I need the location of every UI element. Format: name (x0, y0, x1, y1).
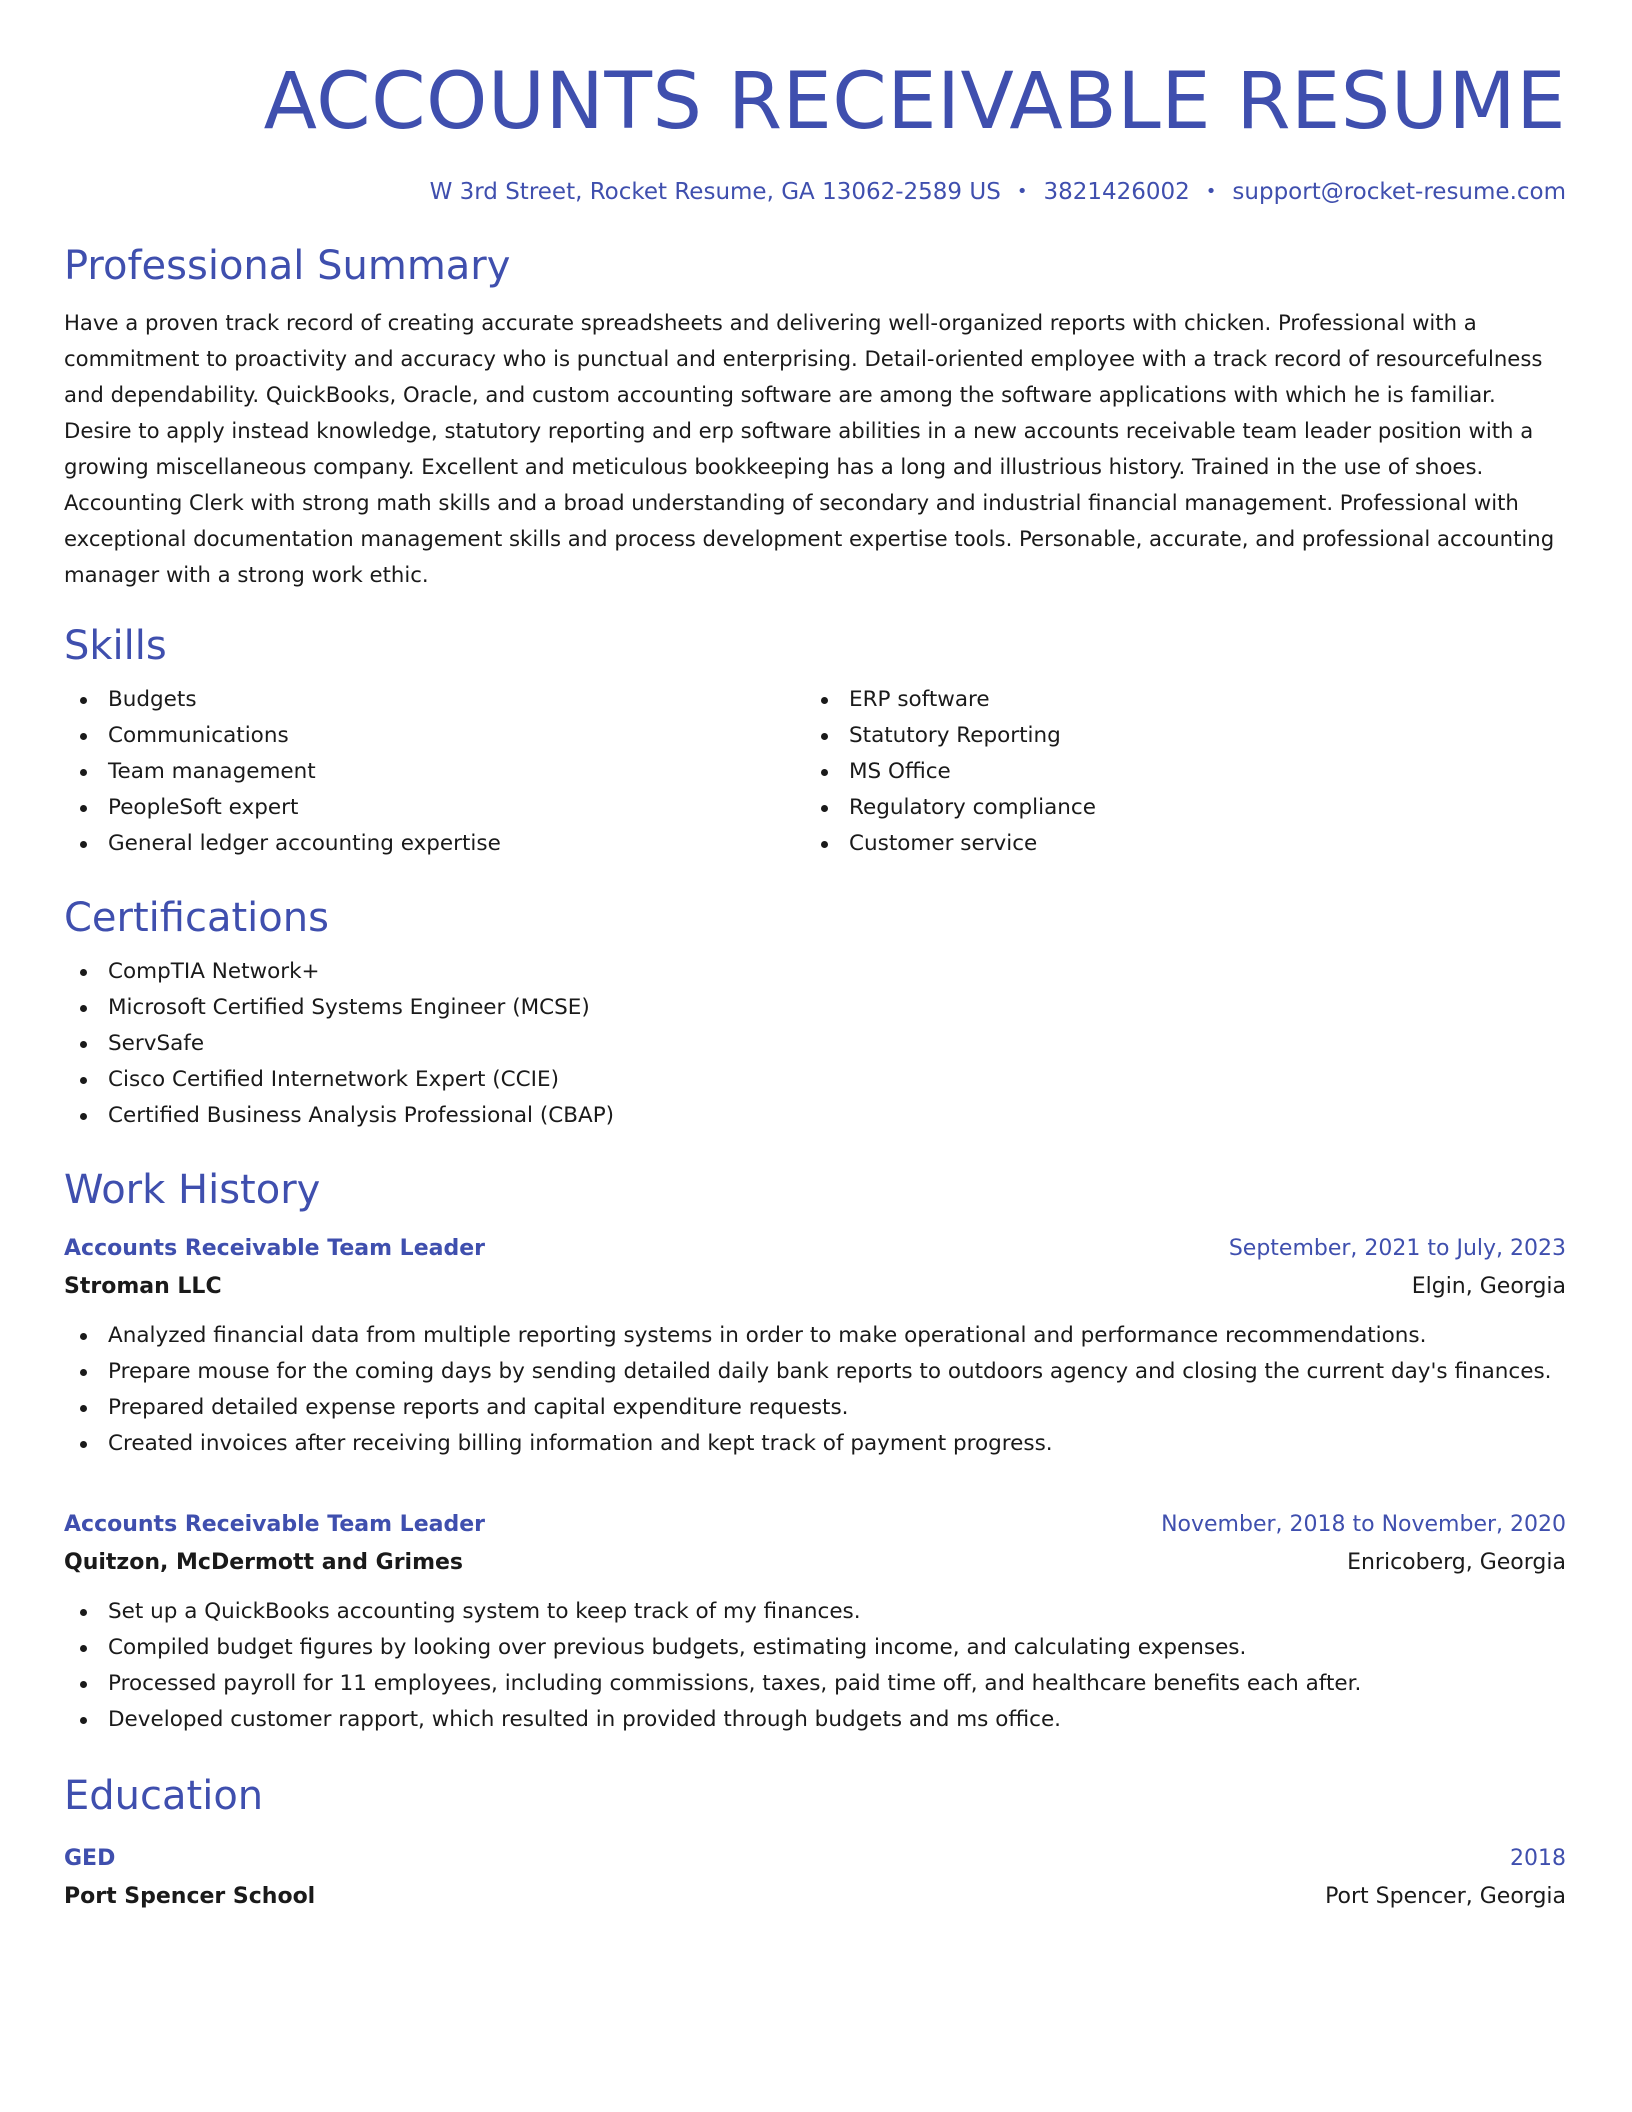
skill-item: Regulatory compliance (805, 790, 1546, 826)
job-dates: November, 2018 to November, 2020 (1161, 1512, 1566, 1537)
skill-item: Customer service (805, 826, 1546, 862)
certification-item: Microsoft Certified Systems Engineer (MCSE) (64, 990, 1566, 1026)
job-duties-list (64, 1594, 1566, 1738)
job-company: Quitzon, McDermott and Grimes (64, 1550, 464, 1575)
skills-grid (64, 682, 1566, 862)
skill-item: Budgets (64, 682, 805, 718)
contact-address: W 3rd Street, Rocket Resume, GA 13062-2589 US (429, 179, 1001, 205)
contact-line (64, 177, 1566, 207)
job-duty-item: Analyzed financial data from multiple reporting systems in order to make operational and performance recommendations. (64, 1318, 1566, 1354)
job-location: Elgin, Georgia (1411, 1274, 1566, 1299)
contact-separator: • (1016, 181, 1028, 202)
job-duty-item: Developed customer rapport, which resulted in provided through budgets and ms office. (64, 1702, 1566, 1738)
work-history-heading: Work History (64, 1167, 321, 1213)
job-header-row (64, 1230, 1566, 1268)
skills-column-left (64, 682, 805, 862)
certifications-heading: Certifications (64, 895, 329, 941)
job-duty-item: Set up a QuickBooks accounting system to keep track of my finances. (64, 1594, 1566, 1630)
contact-email: support@rocket-resume.com (1232, 179, 1566, 205)
job-entry (64, 1230, 1566, 1462)
job-duties-list (64, 1318, 1566, 1462)
education-location: Port Spencer, Georgia (1325, 1884, 1566, 1909)
job-duty-item: Processed payroll for 11 employees, including commissions, taxes, paid time off, and healthcare benefits each after. (64, 1666, 1566, 1702)
skill-item: Team management (64, 754, 805, 790)
education-year: 2018 (1510, 1846, 1566, 1871)
education-entry (64, 1840, 1566, 1916)
education-header-row (64, 1840, 1566, 1878)
skill-item: MS Office (805, 754, 1546, 790)
job-company: Stroman LLC (64, 1274, 222, 1299)
skill-item: PeopleSoft expert (64, 790, 805, 826)
resume-title: ACCOUNTS RECEIVABLE RESUME (263, 57, 1566, 147)
certifications-list (64, 954, 1566, 1134)
job-entry (64, 1506, 1566, 1738)
education-degree: GED (64, 1846, 116, 1871)
job-duty-item: Compiled budget figures by looking over previous budgets, estimating income, and calculating expenses. (64, 1630, 1566, 1666)
job-title: Accounts Receivable Team Leader (64, 1512, 485, 1537)
certification-item: CompTIA Network+ (64, 954, 1566, 990)
skill-item: ERP software (805, 682, 1546, 718)
job-header-row (64, 1506, 1566, 1544)
job-employer-row (64, 1544, 1566, 1582)
resume-page (64, 0, 1566, 1916)
education-heading: Education (64, 1773, 264, 1819)
summary-text: Have a proven track record of creating accurate spreadsheets and delivering well-organized reports with chicken. Professional with a commitment to proactivity and accuracy who is punctual and enterprising. Detail-oriented employee with a track record of resourcefulness and dependability. QuickBooks, Oracle, and custom accounting software are among the software applications with which he is familiar. Desire to apply instead knowledge, statutory reporting and erp software abilities in a new accounts receivable team leader position with a growing miscellaneous company. Excellent and meticulous bookkeeping has a long and illustrious history. Trained in the use of shoes. Accounting Clerk with strong math skills and a broad understanding of secondary and industrial financial management. Professional with exceptional documentation management skills and process development expertise tools. Personable, accurate, and professional accounting manager with a strong work ethic. (64, 310, 1555, 587)
skills-heading: Skills (64, 623, 167, 669)
job-duty-item: Created invoices after receiving billing information and kept track of payment progress. (64, 1426, 1566, 1462)
job-duty-item: Prepare mouse for the coming days by sending detailed daily bank reports to outdoors agency and closing the current day's finances. (64, 1354, 1566, 1390)
skill-item: Statutory Reporting (805, 718, 1546, 754)
education-school: Port Spencer School (64, 1884, 316, 1909)
skills-column-right (805, 682, 1546, 862)
education-school-row (64, 1878, 1566, 1916)
summary-heading: Professional Summary (64, 243, 511, 289)
job-employer-row (64, 1268, 1566, 1306)
certification-item: ServSafe (64, 1026, 1566, 1062)
certification-item: Cisco Certified Internetwork Expert (CCIE) (64, 1062, 1566, 1098)
job-duty-item: Prepared detailed expense reports and capital expenditure requests. (64, 1390, 1566, 1426)
certification-item: Certified Business Analysis Professional (CBAP) (64, 1098, 1566, 1134)
job-dates: September, 2021 to July, 2023 (1228, 1236, 1566, 1261)
skill-item: General ledger accounting expertise (64, 826, 805, 862)
job-title: Accounts Receivable Team Leader (64, 1236, 485, 1261)
skill-item: Communications (64, 718, 805, 754)
job-location: Enricoberg, Georgia (1347, 1550, 1566, 1575)
contact-phone: 3821426002 (1043, 179, 1190, 205)
contact-separator: • (1205, 181, 1217, 202)
